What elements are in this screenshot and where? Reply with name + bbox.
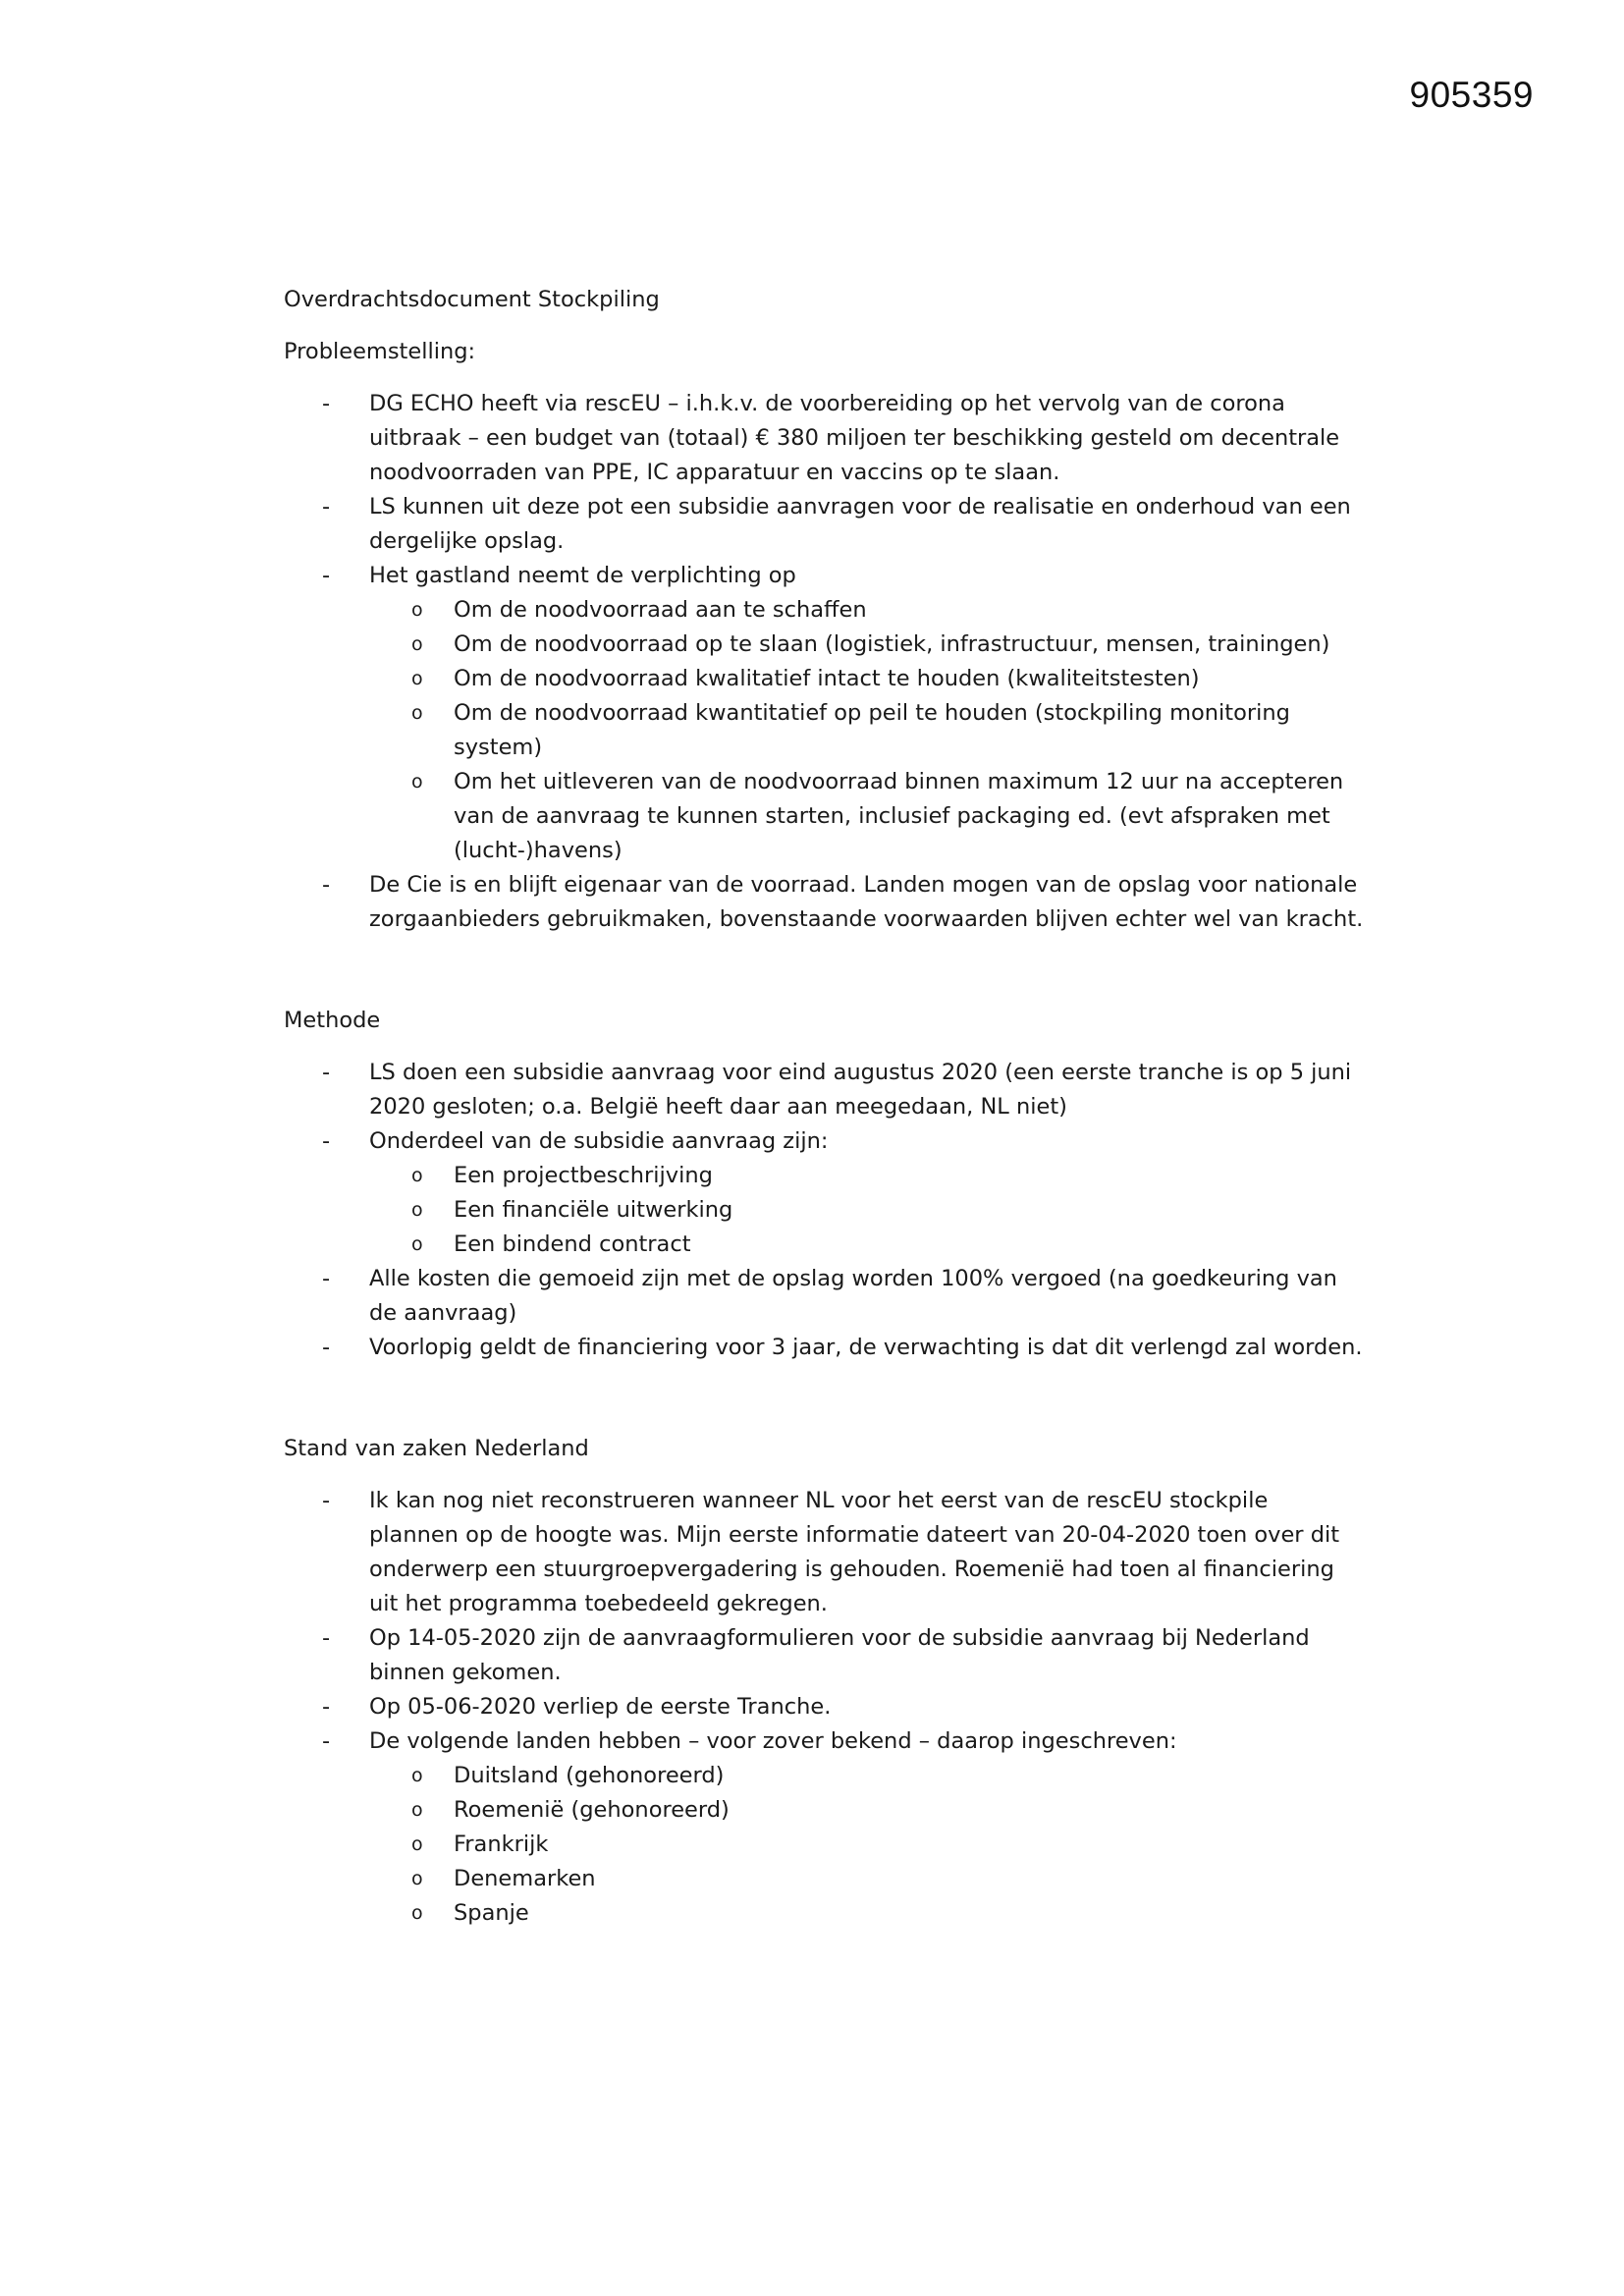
list-item-text: LS doen een subsidie aanvraag voor eind augustus 2020 (een eerste tranche is op 5 juni 2020 gesloten; o.a. België heeft daar aan meegedaan, NL niet) xyxy=(369,1060,1352,1120)
list-item xyxy=(369,387,1364,490)
list-item xyxy=(369,1262,1364,1331)
list-item-text: De Cie is en blijft eigenaar van de voorraad. Landen mogen van de opslag voor nationale zorgaanbieders gebruikmaken, bovenstaande voorwaarden blijven echter wel van kracht. xyxy=(369,872,1364,932)
sub-list-item: o Denemarken xyxy=(454,1862,1364,1896)
list-item xyxy=(369,1124,1364,1262)
sub-list-item: o Een financiële uitwerking xyxy=(454,1193,1364,1228)
sub-list-item: o Om de noodvoorraad aan te schaffen xyxy=(454,593,1364,628)
sub-list-item: o Duitsland (gehonoreerd) xyxy=(454,1759,1364,1793)
sub-list-item: o Roemenië (gehonoreerd) xyxy=(454,1793,1364,1828)
sub-bullet-list xyxy=(369,1759,1364,1931)
sub-list-item: o Frankrijk xyxy=(454,1828,1364,1862)
list-item xyxy=(369,868,1364,937)
section-heading: Methode xyxy=(284,1008,381,1033)
bullet-list xyxy=(284,387,1364,937)
list-item-text: DG ECHO heeft via rescEU – i.h.k.v. de voorbereiding op het vervolg van de corona uitbraak – een budget van (totaal) € 380 miljoen ter beschikking gesteld om decentrale noodvoorraden van PPE, IC apparatuur en vaccins op te slaan. xyxy=(369,391,1340,485)
section-heading: Stand van zaken Nederland xyxy=(284,1436,589,1461)
sub-bullet-list xyxy=(369,593,1364,868)
list-item xyxy=(369,490,1364,559)
sub-list-item: o Een bindend contract xyxy=(454,1228,1364,1262)
sub-bullet-list xyxy=(369,1159,1364,1262)
list-item xyxy=(369,1331,1364,1365)
bullet-list xyxy=(284,1056,1364,1365)
list-item xyxy=(369,1484,1364,1621)
document-number: 905359 xyxy=(1409,75,1534,115)
section-probleemstelling xyxy=(284,335,1364,937)
list-item-text: Ik kan nog niet reconstrueren wanneer NL voor het eerst van de rescEU stockpile plannen op de hoogte was. Mijn eerste informatie dateert van 20-04-2020 toen over dit onderwerp een stuurgroepvergadering is gehouden. Roemenië had toen al financiering uit het programma toebedeeld gekregen. xyxy=(369,1488,1340,1616)
sub-list-item: o Om het uitleveren van de noodvoorraad binnen maximum 12 uur na accepteren van de aanvraag te kunnen starten, inclusief packaging ed. (evt afspraken met (lucht-)havens) xyxy=(454,765,1364,868)
list-item-text: Voorlopig geldt de financiering voor 3 jaar, de verwachting is dat dit verlengd zal worden. xyxy=(369,1335,1363,1360)
list-item-text: Onderdeel van de subsidie aanvraag zijn: xyxy=(369,1128,829,1154)
list-item-text: Het gastland neemt de verplichting op xyxy=(369,563,796,588)
sub-list-item: o Om de noodvoorraad kwalitatief intact te houden (kwaliteitstesten) xyxy=(454,662,1364,696)
list-item xyxy=(369,1621,1364,1690)
list-item xyxy=(369,1724,1364,1931)
list-item-text: De volgende landen hebben – voor zover bekend – daarop ingeschreven: xyxy=(369,1728,1177,1754)
list-item-text: LS kunnen uit deze pot een subsidie aanvragen voor de realisatie en onderhoud van een dergelijke opslag. xyxy=(369,494,1351,554)
document-body xyxy=(284,283,1364,1931)
document-title: Overdrachtsdocument Stockpiling xyxy=(284,287,660,312)
list-item-text: Alle kosten die gemoeid zijn met de opslag worden 100% vergoed (na goedkeuring van de aanvraag) xyxy=(369,1266,1337,1326)
section-heading: Probleemstelling: xyxy=(284,339,476,364)
section-methode xyxy=(284,1004,1364,1365)
list-item xyxy=(369,1056,1364,1124)
list-item xyxy=(369,1690,1364,1724)
sub-list-item: o Spanje xyxy=(454,1896,1364,1931)
sub-list-item: o Een projectbeschrijving xyxy=(454,1159,1364,1193)
list-item-text: Op 05-06-2020 verliep de eerste Tranche. xyxy=(369,1694,832,1720)
list-item xyxy=(369,559,1364,868)
sub-list-item: o Om de noodvoorraad op te slaan (logistiek, infrastructuur, mensen, trainingen) xyxy=(454,628,1364,662)
bullet-list xyxy=(284,1484,1364,1931)
section-stand-van-zaken xyxy=(284,1432,1364,1931)
list-item-text: Op 14-05-2020 zijn de aanvraagformulieren voor de subsidie aanvraag bij Nederland binnen gekomen. xyxy=(369,1625,1310,1685)
sub-list-item: o Om de noodvoorraad kwantitatief op peil te houden (stockpiling monitoring system) xyxy=(454,696,1364,765)
